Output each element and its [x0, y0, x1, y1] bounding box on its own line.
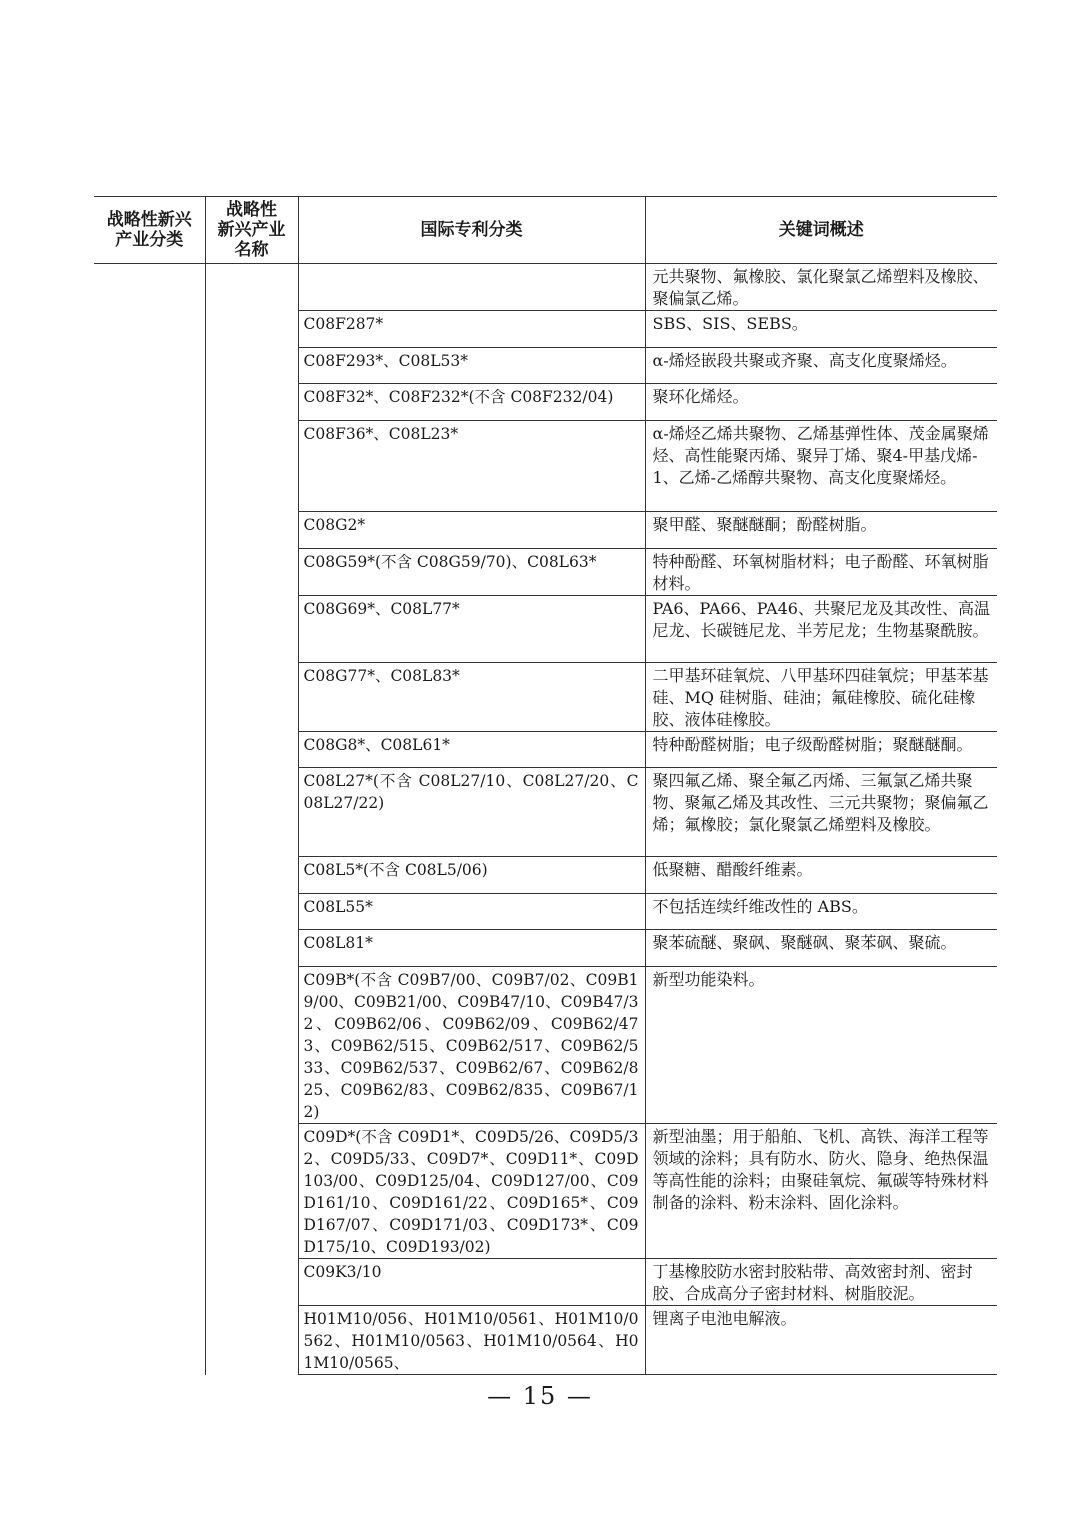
- ipc-cell: C08F32*、C08F232*(不含 C08F232/04): [298, 384, 645, 421]
- ipc-cell: [298, 264, 645, 311]
- keywords-cell: α-烯烃乙烯共聚物、乙烯基弹性体、茂金属聚烯烃、高性能聚丙烯、聚异丁烯、聚4-甲基戊烯-1、乙烯-乙烯醇共聚物、高支化度聚烯烃。: [645, 421, 997, 512]
- keywords-cell: 二甲基环硅氧烷、八甲基环四硅氧烷；甲基苯基硅、MQ 硅树脂、硅油；氟硅橡胶、硫化硅橡胶、液体硅橡胶。: [645, 663, 997, 732]
- ipc-cell: C08L27*(不含 C08L27/10、C08L27/20、C08L27/22): [298, 768, 645, 857]
- keywords-cell: 不包括连续纤维改性的 ABS。: [645, 894, 997, 930]
- ipc-cell: C08L55*: [298, 894, 645, 930]
- ipc-cell: C08L81*: [298, 930, 645, 967]
- keywords-cell: 新型油墨；用于船舶、飞机、高铁、海洋工程等领域的涂料；具有防水、防火、隐身、绝热保温等高性能的涂料；由聚硅氧烷、氟碳等特殊材料制备的涂料、粉末涂料、固化涂料。: [645, 1124, 997, 1259]
- keywords-cell: 聚四氟乙烯、聚全氟乙丙烯、三氟氯乙烯共聚物、聚氟乙烯及其改性、三元共聚物；聚偏氟乙烯；氟橡胶；氯化聚氯乙烯塑料及橡胶。: [645, 768, 997, 857]
- industry-category-cell: [94, 264, 205, 1375]
- keywords-cell: 特种酚醛、环氧树脂材料；电子酚醛、环氧树脂材料。: [645, 549, 997, 596]
- keywords-cell: 低聚糖、醋酸纤维素。: [645, 857, 997, 894]
- ipc-cell: C08G59*(不含 C08G59/70)、C08L63*: [298, 549, 645, 596]
- keywords-cell: 聚环化烯烃。: [645, 384, 997, 421]
- ipc-cell: H01M10/056、H01M10/0561、H01M10/0562、H01M10/0563、H01M10/0564、H01M10/0565、: [298, 1306, 645, 1375]
- ipc-cell: C08F293*、C08L53*: [298, 348, 645, 384]
- patent-classification-table: [94, 196, 997, 1375]
- header-keywords: 关键词概述: [645, 197, 997, 264]
- keywords-cell: PA6、PA66、PA46、共聚尼龙及其改性、高温尼龙、长碳链尼龙、半芳尼龙；生物基聚酰胺。: [645, 596, 997, 663]
- header-ipc: 国际专利分类: [298, 197, 645, 264]
- ipc-cell: C08G69*、C08L77*: [298, 596, 645, 663]
- ipc-cell: C08F36*、C08L23*: [298, 421, 645, 512]
- header-industry-category: 战略性新兴 产业分类: [94, 197, 205, 264]
- keywords-cell: 聚甲醛、聚醚醚酮；酚醛树脂。: [645, 512, 997, 549]
- keywords-cell: SBS、SIS、SEBS。: [645, 311, 997, 348]
- header-industry-name: 战略性 新兴产业 名称: [205, 197, 298, 264]
- ipc-cell: C08G8*、C08L61*: [298, 732, 645, 768]
- keywords-cell: 特种酚醛树脂；电子级酚醛树脂；聚醚醚酮。: [645, 732, 997, 768]
- ipc-cell: C08G2*: [298, 512, 645, 549]
- ipc-cell: C09D*(不含 C09D1*、C09D5/26、C09D5/32、C09D5/33、C09D7*、C09D11*、C09D103/00、C09D125/04、C09D127/00、C09D161/10、C09D161/22、C09D165*、C09D167/07、C09D171/03、C09D173*、C09D175/10、C09D193/02): [298, 1124, 645, 1259]
- keywords-cell: α-烯烃嵌段共聚或齐聚、高支化度聚烯烃。: [645, 348, 997, 384]
- ipc-cell: C09K3/10: [298, 1259, 645, 1306]
- table-header-row: [94, 197, 997, 264]
- keywords-cell: 元共聚物、氟橡胶、氯化聚氯乙烯塑料及橡胶、聚偏氯乙烯。: [645, 264, 997, 311]
- page-number: — 15 —: [487, 1382, 593, 1410]
- keywords-cell: 丁基橡胶防水密封胶粘带、高效密封剂、密封胶、合成高分子密封材料、树脂胶泥。: [645, 1259, 997, 1306]
- keywords-cell: 新型功能染料。: [645, 967, 997, 1124]
- ipc-cell: C08G77*、C08L83*: [298, 663, 645, 732]
- keywords-cell: 锂离子电池电解液。: [645, 1306, 997, 1375]
- ipc-cell: C09B*(不含 C09B7/00、C09B7/02、C09B19/00、C09B21/00、C09B47/10、C09B47/32、C09B62/06、C09B62/09、C09B62/473、C09B62/515、C09B62/517、C09B62/533、C09B62/537、C09B62/67、C09B62/825、C09B62/83、C09B62/835、C09B67/12): [298, 967, 645, 1124]
- ipc-cell: C08F287*: [298, 311, 645, 348]
- ipc-cell: C08L5*(不含 C08L5/06): [298, 857, 645, 894]
- keywords-cell: 聚苯硫醚、聚砜、聚醚砜、聚苯砜、聚硫。: [645, 930, 997, 967]
- industry-name-cell: [205, 264, 298, 1375]
- table-row: [94, 264, 997, 311]
